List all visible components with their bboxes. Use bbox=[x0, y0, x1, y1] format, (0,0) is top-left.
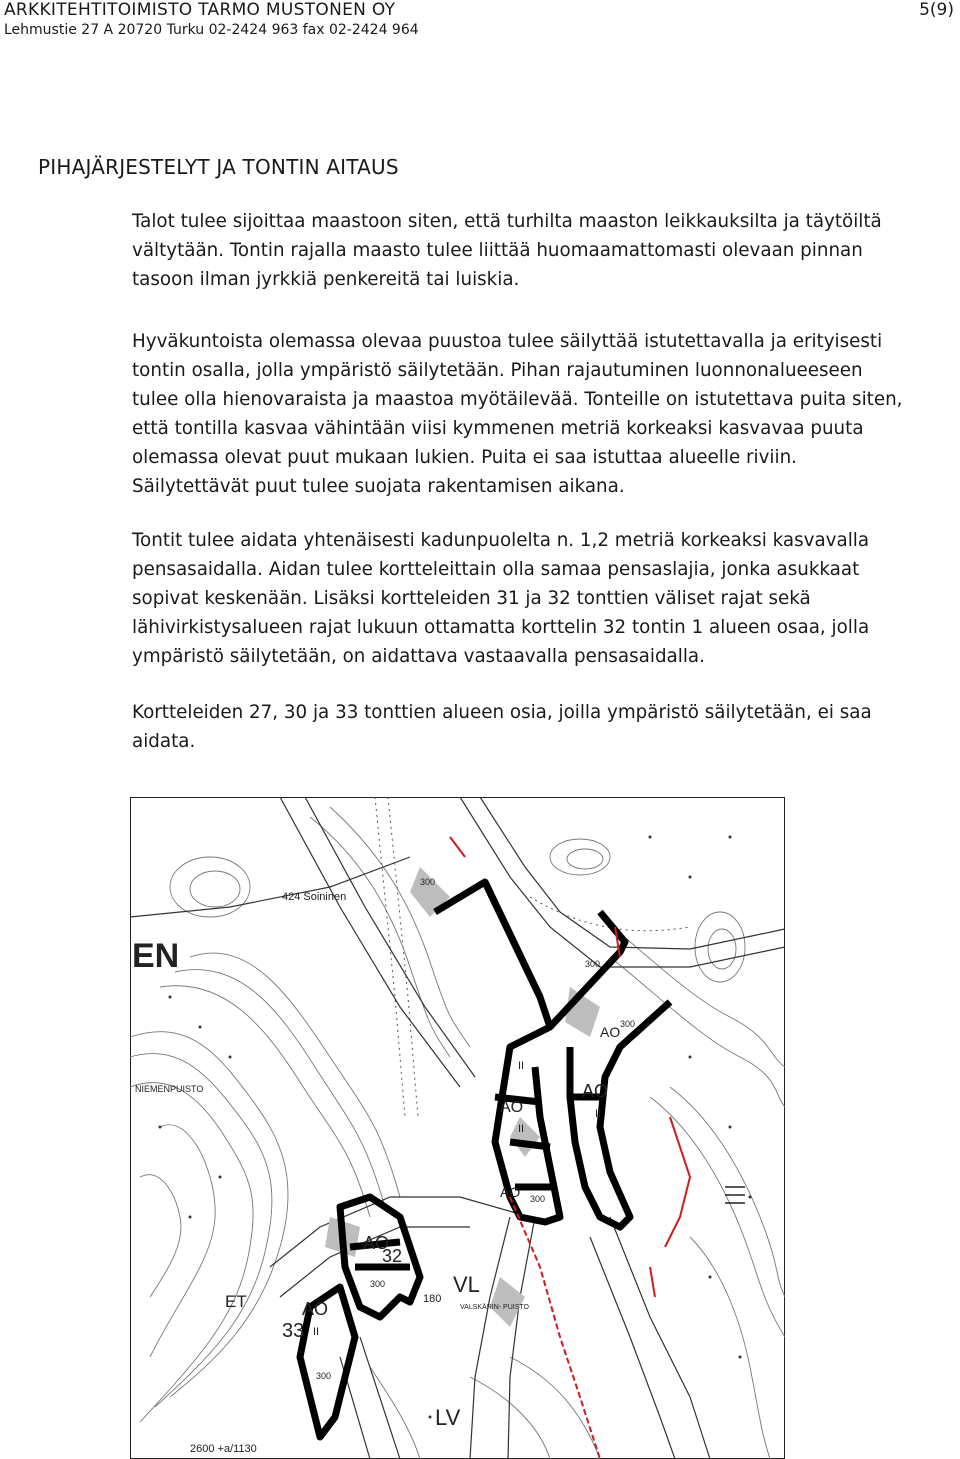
label-ao-2: AO bbox=[302, 1299, 329, 1319]
header-address: Lehmustie 27 A 20720 Turku 02-2424 963 fax 02-2424 964 bbox=[4, 22, 419, 38]
site-plan-map bbox=[130, 797, 785, 1459]
page-number: 5(9) bbox=[919, 0, 954, 20]
label-300-e: 300 bbox=[316, 1371, 332, 1381]
section-title: PIHAJÄRJESTELYT JA TONTIN AITAUS bbox=[38, 155, 399, 179]
label-ii-1: II bbox=[518, 1060, 525, 1072]
label-ao-3: AO bbox=[500, 1099, 524, 1116]
label-niemenpuisto: NIEMENPUISTO bbox=[135, 1084, 204, 1094]
label-et: ET bbox=[225, 1292, 247, 1311]
paragraph-4 bbox=[132, 698, 958, 756]
header-firm-name: ARKKITEHTITOIMISTO TARMO MUSTONEN OY bbox=[4, 0, 396, 20]
paragraph-2 bbox=[132, 327, 958, 501]
label-180: 180 bbox=[423, 1293, 442, 1305]
label-300-b: 300 bbox=[585, 959, 601, 969]
label-33: 33 bbox=[282, 1320, 305, 1342]
label-300-a: 300 bbox=[420, 877, 436, 887]
label-ao-6: AO bbox=[600, 1024, 621, 1040]
label-ii-2: II bbox=[518, 1123, 525, 1135]
label-en: EN bbox=[132, 937, 180, 975]
paragraph-3-text: Tontit tulee aidata yhtenäisesti kadunpuolelta n. 1,2 metriä korkeaksi kasvavalla pensasaidalla. Aidan tulee kortteleittain olla samaa pensaslajia, jonka asukkaat sopivat keskenään. Lisäksi kortteleiden 31 ja 32 tonttien väliset rajat sekä lähivirkistysalueen rajat lukuun ottamatta korttelin 32 tontin 1 alueen osaa, jolla ympäristö säilytetään, on aidattava vastaavalla pensasaidalla. bbox=[132, 530, 870, 667]
label-32: 32 bbox=[382, 1246, 403, 1266]
label-300-c: 300 bbox=[620, 1019, 636, 1029]
label-lv: LV bbox=[435, 1405, 461, 1430]
site-plan-drawing bbox=[130, 797, 785, 1459]
label-ii-3: II bbox=[595, 1108, 602, 1120]
label-valskari: VALSKÄRIN- PUISTO bbox=[460, 1304, 529, 1311]
label-300-f: 300 bbox=[370, 1279, 386, 1289]
paragraph-3 bbox=[132, 526, 958, 671]
label-bottom-code: 2600 +a/1130 bbox=[190, 1443, 257, 1455]
paragraph-1-text: Talot tulee sijoittaa maastoon siten, että turhilta maaston leikkauksilta ja täytöiltä vältytään. Tontin rajalla maasto tulee liittää huomaamattomasti olevaan pinnan tasoon ilman jyrkkiä penkereitä tai luiskia. bbox=[132, 211, 882, 290]
label-ao-1: AO bbox=[363, 1233, 390, 1253]
paragraph-4-text: Kortteleiden 27, 30 ja 33 tonttien alueen osia, joilla ympäristö säilytetään, ei saa aidata. bbox=[132, 702, 872, 752]
label-vl: VL bbox=[453, 1272, 480, 1297]
paragraph-1 bbox=[132, 207, 958, 294]
label-soininen: 424 Soininen bbox=[282, 891, 347, 903]
label-300-d: 300 bbox=[530, 1194, 546, 1204]
label-ao-4: AO bbox=[582, 1081, 609, 1101]
paragraph-2-text: Hyväkuntoista olemassa olevaa puustoa tulee säilyttää istutettavalla ja erityisesti tontin osalla, jolla ympäristö säilytetään. Pihan rajautuminen luonnonalueeseen tulee olla hienovaraista ja maastoa myötäilevää. Tonteille on istutettava puita siten, että tontilla kasvaa vähintään viisi kymmenen metriä korkeaksi kasvavaa puuta olemassa olevat puut mukaan lukien. Puita ei saa istuttaa alueelle riviin. Säilytettävät puut tulee suojata rakentamisen aikana. bbox=[132, 331, 903, 497]
label-ii-4: II bbox=[313, 1326, 320, 1338]
label-ao-5: AO bbox=[500, 1184, 521, 1200]
